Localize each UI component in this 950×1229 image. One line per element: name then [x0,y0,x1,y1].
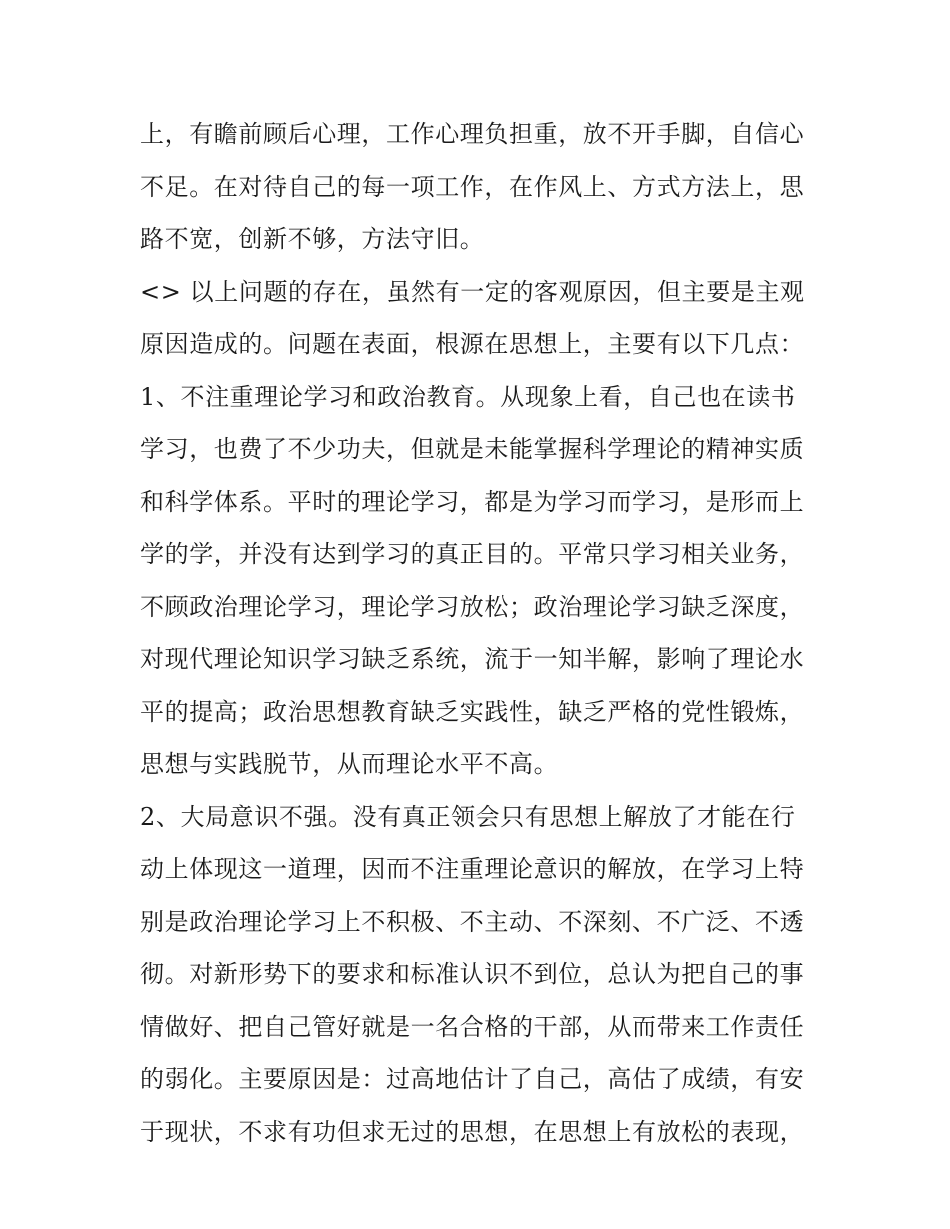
text-line: 2、大局意识不强。没有真正领会只有思想上解放了才能在行 [140,802,796,831]
text-line: 和科学体系。平时的理论学习，都是为学习而学习，是形而上 [140,487,805,516]
text-line: 不顾政治理论学习，理论学习放松；政治理论学习缺乏深度， [140,592,805,621]
text-line: 原因造成的。问题在表面，根源在思想上，主要有以下几点： [140,330,805,358]
text-line: 情做好、把自己管好就是一名合格的干部，从而带来工作责任 [140,1012,805,1041]
text-line: 的弱化。主要原因是：过高地估计了自己，高估了成绩，有安 [140,1065,805,1093]
text-line: 思想与实践脱节，从而理论水平不高。 [140,750,559,778]
text-line: 彻。对新形势下的要求和标准认识不到位，总认为把自己的事 [140,960,805,988]
text-line: 对现代理论知识学习缺乏系统，流于一知半解，影响了理论水 [140,645,805,673]
text-line: 平的提高；政治思想教育缺乏实践性，缺乏严格的党性锻炼， [140,697,805,726]
text-line: 别是政治理论学习上不积极、不主动、不深刻、不广泛、不透 [140,907,805,936]
text-line: 路不宽，创新不够，方法守旧。 [140,225,485,253]
text-line: 于现状，不求有功但求无过的思想，在思想上有放松的表现， [140,1117,805,1146]
document-body [140,108,820,1158]
text-line: 上，有瞻前顾后心理，工作心理负担重，放不开手脚，自信心 [140,120,805,148]
text-line: 1、不注重理论学习和政治教育。从现象上看，自己也在读书 [140,382,796,411]
text-line: 学习，也费了不少功夫，但就是未能掌握科学理论的精神实质 [140,435,805,463]
text-line: 学的学，并没有达到学习的真正目的。平常只学习相关业务， [140,540,805,568]
text-line: 动上体现这一道理，因而不注重理论意识的解放，在学习上特 [140,855,805,883]
text-line: 不足。在对待自己的每一项工作，在作风上、方式方法上，思 [140,172,805,201]
text-line: <> 以上问题的存在，虽然有一定的客观原因，但主要是主观 [140,277,805,306]
